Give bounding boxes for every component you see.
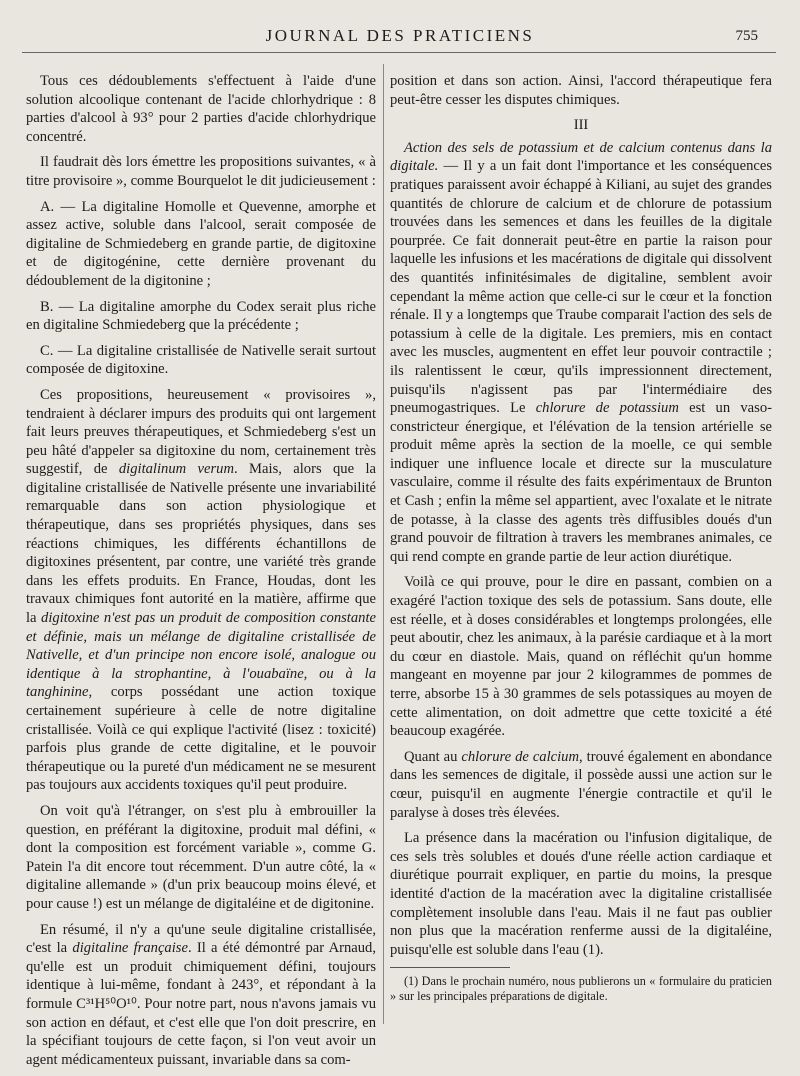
text-run: , corps possédant une action toxique certainement supérieure à celle de notre digitaline cristallisée. Voilà ce qui explique l'activité (lisez : toxicité) parfois plus grande de cette digitaline, et le pouvoir thérapeutique ou la pureté d'un médicament ne se mesurent pas toujours aux accidents toxiques qu'il peut produire. bbox=[26, 684, 376, 794]
text-run: En résumé, il n'y a qu'une seule digitaline cristallisée, c'est la bbox=[26, 921, 376, 957]
text-run: est un vaso-constricteur énergique, et l'élévation de la tension artérielle se produit même après la section de la moelle, ce qui semble indiquer une influence locale et directe sur la musculature vasculaire, comme il résulte des faits expérimentaux de Brunton et Cash ; enfin la même sel appartient, avec l'oxalate et le nitrate de potasse, à la classe des agents très diffusibles doués d'un grand pouvoir de filtration à travers les membranes animales, ce qui rend compte en grande partie de leur action diurétique. bbox=[390, 400, 772, 565]
italic-run: digitoxine n'est pas un produit de composition constante et définie, mais un mélange de digitaline cristallisée de Nativelle, et d'un principe non encore isolé, analogue ou identique à la strophantine, à l'ouabaïne, ou à la tanghinine bbox=[26, 610, 376, 701]
paragraph: Il faudrait dès lors émettre les propositions suivantes, « à titre provisoire », comme Bourquelot le dit judicieusement : bbox=[26, 154, 376, 189]
section-title: Action des sels de potassium et de calcium contenus dans la digitale. bbox=[390, 139, 772, 175]
text-run: . Il a été démontré par Arnaud, qu'elle est un produit chimiquement défini, toujours identique à lui-même, fondant à 243°, et répondant à la formule C³¹H⁵⁰O¹⁰. Pour notre part, nous n'avons jamais vu son action en défaut, et c'est elle que l'on doit prescrire, en la spécifiant toujours de cette façon, si l'on veut avoir un agent médicamenteux puissant, invariable dans sa com- bbox=[26, 940, 376, 1068]
paragraph: Voilà ce qui prouve, pour le dire en passant, combien on a exagéré l'action toxique des sels de potassium. Sans doute, elle est réelle, et à doses considérables et longtemps prolongées, elle peut aboutir, chez les animaux, à la parésie cardiaque et à la mort du cœur en diastole. Mais, quand on réfléchit qu'un homme mangeant en moyenne par jour 2 kilogrammes de pommes de terre, absorbe 15 à 30 grammes de sels potassiques au moyen de cette alimentation, on doit admettre que cette toxicité a été beaucoup exagérée. bbox=[390, 574, 772, 740]
paragraph bbox=[390, 139, 772, 567]
section-number: III bbox=[573, 117, 589, 134]
text-run: . Mais, alors que la digitaline cristallisée de Nativelle présente une invariabilité remarquable dans son action physiologique et thérapeutique, dans ses propriétés physiques, dans ses réactions chimiques, les différents échantillons de digitoxines présentent, par contre, une variété très grande dans les effets produits. En France, Houdas, dont les travaux chimiques font autorité en la matière, affirme que la bbox=[26, 461, 376, 627]
paragraph: B. — La digitaline amorphe du Codex serait plus riche en digitaline Schmiedeberg que la précédente ; bbox=[26, 298, 376, 334]
column-divider bbox=[383, 64, 384, 1024]
text-run: , trouvé également en abondance dans les semences de digitale, il possède aussi une action sur le cœur, puisqu'il en augmente l'énergie contractile et qu'il le paralyse à doses très élevées. bbox=[390, 748, 772, 821]
italic-run: chlorure de potassium bbox=[535, 400, 679, 417]
right-column bbox=[390, 72, 772, 1004]
text-run: Ces propositions, heureusement « provisoires », tendraient à déclarer impurs des produits qui ont largement fait leurs preuves thérapeutiques, et Schmiedeberg s'est un peu hâté d'appeler sa digitoxine du nom, certainement très suggestif, de bbox=[26, 386, 376, 478]
paragraph bbox=[26, 386, 376, 795]
paragraph: position et dans son action. Ainsi, l'accord thérapeutique fera peut-être cesser les disputes chimiques. bbox=[390, 73, 772, 108]
text-run: — Il y a un fait dont l'importance et les conséquences pratiques paraissent avoir échappé à Kiliani, au sujet des grandes quantités de chlorure de calcium et de chlorure de potassium trouvées dans les semences et dans les feuilles de la digitale pourprée. Ce fait donnerait peut-être en partie la raison pour laquelle les infusions et les macérations de digitale qui dissolvent des quantités infinitésimales de digitaline, semblent avoir cependant la même action que celle-ci sur le cœur et la fonction rénale. Il y a longtemps que Traube comparait l'action des sels de potassium à celle de la digitale. Les premiers, mis en contact avec les muscles, augmentent en effet leur pouvoir contractile ; ils ralentissent le cœur, qu'ils impressionnent directement, puisqu'ils n'agissent pas par l'intermédiaire des pneumogastriques. Le bbox=[390, 158, 772, 417]
left-column bbox=[26, 72, 376, 1076]
italic-run: digitalinum verum bbox=[118, 461, 235, 478]
paragraph bbox=[26, 921, 376, 1070]
italic-run: chlorure de calcium bbox=[461, 748, 580, 765]
paragraph: C. — La digitaline cristallisée de Nativelle serait surtout composée de digitoxine. bbox=[26, 342, 376, 378]
paragraph bbox=[390, 748, 772, 822]
paragraph: La présence dans la macération ou l'infusion digitalique, de ces sels très solubles et doués d'une réelle action cardiaque et diurétique pourrait expliquer, en partie du moins, la presque identité d'action de la macération avec la digitaline cristallisée complètement insoluble dans l'eau. Mais il ne faut pas oublier non plus que la macération renferme aussi de la digitaléine, puisqu'elle est soluble dans l'eau (1). bbox=[390, 830, 772, 958]
footnote: (1) Dans le prochain numéro, nous publierons un « formulaire du praticien » sur les principales préparations de digitale. bbox=[390, 974, 772, 1004]
footnote-rule bbox=[390, 967, 510, 968]
page-number: 755 bbox=[735, 28, 758, 44]
text-run: Quant au bbox=[404, 748, 462, 765]
italic-run: digitaline française bbox=[72, 940, 188, 957]
paragraph: On voit qu'à l'étranger, on s'est plu à embrouiller la question, en préférant la digitoxine, produit mal défini, « dont la composition est forcément variable », comme G. Patein l'a dit encore tout récemment. D'un autre côté, la « digitaline allemande » (d'un prix beaucoup moins élevé, et pour cause !) est un mélange de digitaléine et de digitonine. bbox=[26, 802, 376, 912]
paragraph: Tous ces dédoublements s'effectuent à l'aide d'une solution alcoolique contenant de l'acide chlorhydrique : 8 parties d'alcool à 93° pour 2 parties d'acide chlorhydrique concentré. bbox=[26, 73, 376, 145]
paragraph: A. — La digitaline Homolle et Quevenne, amorphe et assez active, soluble dans l'alcool, serait composée de digitaline de Schmiedeberg en grande partie, de digitoxine et de digitogénine, cette dernière provenant du dédoublement de la digitonine ; bbox=[26, 198, 376, 289]
page-header bbox=[40, 22, 760, 50]
header-rule bbox=[22, 52, 776, 53]
journal-title: JOURNAL DES PRATICIENS bbox=[265, 26, 535, 45]
